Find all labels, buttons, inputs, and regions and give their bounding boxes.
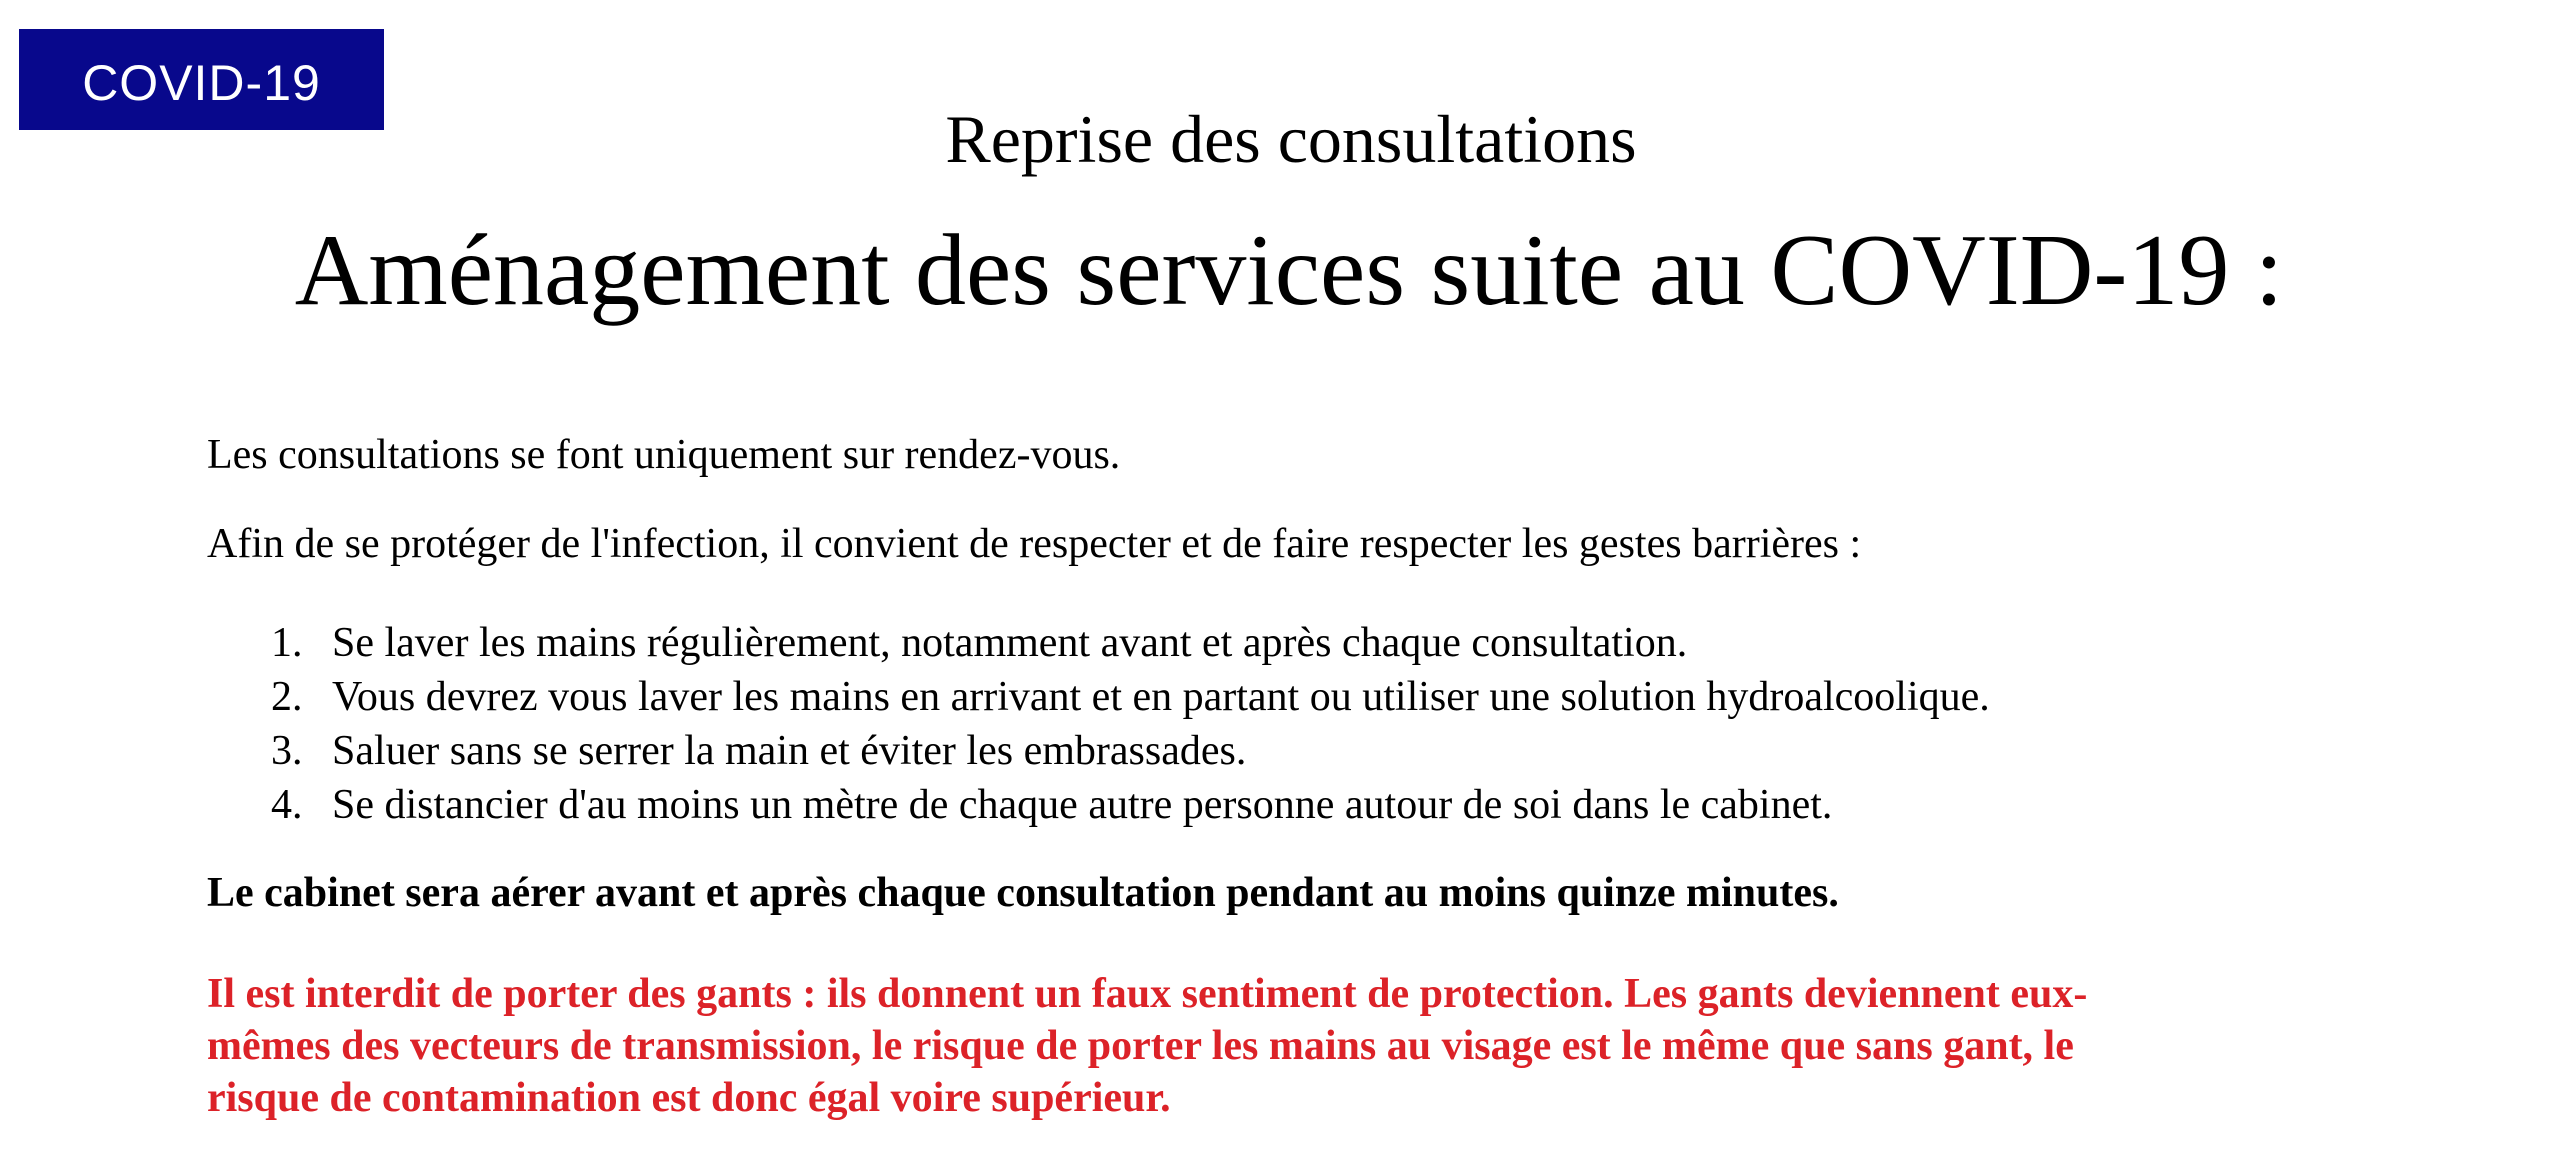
- ventilation-notice: Le cabinet sera aérer avant et après chaque consultation pendant au moins quinze minutes.: [207, 870, 1839, 916]
- intro-paragraph: Les consultations se font uniquement sur rendez-vous.: [207, 432, 1121, 478]
- page-subtitle: Reprise des consultations: [945, 101, 1637, 177]
- rule-number: 4.: [271, 782, 303, 828]
- rule-text: Se laver les mains régulièrement, notamment avant et après chaque consultation.: [332, 620, 1688, 666]
- gloves-warning-line: risque de contamination est donc égal voire supérieur.: [207, 1075, 1171, 1121]
- rule-text: Saluer sans se serrer la main et éviter les embrassades.: [332, 728, 1247, 774]
- rule-item: [271, 724, 1990, 778]
- rule-number: 1.: [271, 620, 303, 666]
- rule-number: 3.: [271, 728, 303, 774]
- gloves-warning-line: mêmes des vecteurs de transmission, le risque de porter les mains au visage est le même que sans gant, le: [207, 1023, 2074, 1069]
- rule-item: [271, 778, 1990, 832]
- page-title: Aménagement des services suite au COVID-19 :: [294, 214, 2284, 327]
- gestures-intro-paragraph: Afin de se protéger de l'infection, il convient de respecter et de faire respecter les gestes barrières :: [207, 521, 1862, 567]
- rule-text: Vous devrez vous laver les mains en arrivant et en partant ou utiliser une solution hydroalcoolique.: [332, 674, 1990, 720]
- gloves-warning: [207, 968, 2087, 1124]
- rule-text: Se distancier d'au moins un mètre de chaque autre personne autour de soi dans le cabinet.: [332, 782, 1833, 828]
- rules-list: [271, 616, 1990, 832]
- covid-banner-label: COVID-19: [82, 54, 321, 111]
- rule-item: [271, 616, 1990, 670]
- rule-number: 2.: [271, 674, 303, 720]
- rule-item: [271, 670, 1990, 724]
- gloves-warning-line: Il est interdit de porter des gants : ils donnent un faux sentiment de protection. Les gants deviennent eux-: [207, 971, 2088, 1017]
